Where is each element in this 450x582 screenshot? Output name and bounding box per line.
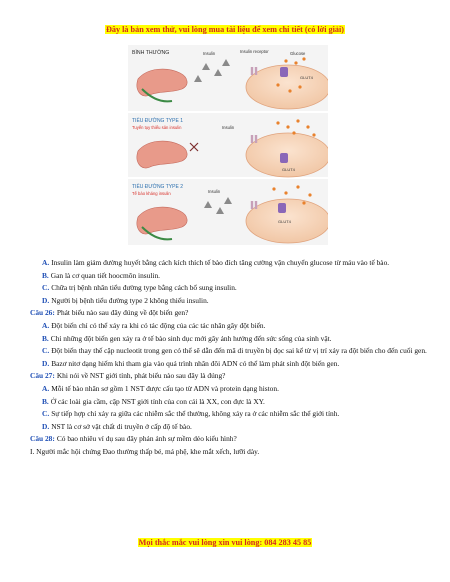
glucose-dot: [294, 61, 297, 64]
option-letter: A.: [42, 320, 50, 330]
glut4-label: GLUT4: [300, 75, 313, 80]
option-letter: D.: [42, 295, 50, 305]
panel-type2-title: TIỂU ĐƯỜNG TYPE 2: [132, 184, 183, 190]
option-text: Insulin làm giảm đường huyết bằng cách kích thích tế bào đích tăng cường vận chuyển glucose từ máu vào tế bào.: [51, 258, 390, 267]
panel-normal: [128, 45, 328, 111]
option-d: [42, 296, 428, 306]
glucose-dot: [308, 193, 311, 196]
option-letter: B.: [42, 333, 49, 343]
glucose-dot: [296, 185, 299, 188]
glut4-transporter: [280, 153, 288, 163]
option-letter: A.: [42, 258, 50, 267]
glucose-dot: [276, 121, 279, 124]
panel-type2: [128, 179, 328, 245]
glucose-dot: [272, 187, 275, 190]
question-27: [30, 371, 428, 381]
option-d: [42, 422, 428, 432]
question-number: Câu 26:: [30, 308, 55, 318]
option-a: [42, 384, 428, 394]
glucose-dot: [284, 59, 287, 62]
example-line: I. Người mắc hội chứng Đao thường thấp bé, má phệ, khe mắt xếch, lưỡi dày.: [30, 446, 260, 456]
glut4-label: GLUT4: [282, 167, 295, 172]
panel-type2-subtitle: Tế bào kháng insulin: [132, 191, 171, 196]
panel-type1-title: TIỂU ĐƯỜNG TYPE 1: [132, 118, 183, 124]
glucose-dot: [296, 119, 299, 122]
insulin-label: Insulin: [203, 51, 216, 56]
option-text: Ở các loài gia cầm, cặp NST giới tính của con cái là XX, con đực là XY.: [50, 396, 265, 406]
preview-banner: [0, 25, 450, 34]
question-stem: Phát biểu nào sau đây đúng về đột biến gen?: [56, 308, 189, 318]
glucose-dot: [306, 125, 309, 128]
option-text: Chỉ những đột biến gen xảy ra ở tế bào sinh dục mới gây ảnh hưởng đến sức sống của sinh vật.: [50, 333, 332, 343]
option-text: Đột biến thay thế cặp nucleotit trong gen có thể sẽ dẫn đến mã di truyền bị đọc sai kể từ vị trí xảy ra đột biến cho đến cuối gen.: [51, 346, 427, 356]
question-number: Câu 27:: [30, 371, 55, 381]
option-letter: C.: [42, 283, 50, 293]
glucose-dot: [286, 125, 289, 128]
glut4-label: GLUT4: [278, 219, 291, 224]
glut4-transporter: [280, 67, 288, 77]
panel-normal-title: BÌNH THƯỜNG: [132, 50, 170, 56]
option-text: Chữa trị bệnh nhân tiểu đường type bằng cách bổ sung insulin.: [51, 283, 237, 293]
option-b: [42, 271, 428, 281]
option-text: NST là cơ sở vật chất di truyền ở cấp độ tế bào.: [51, 421, 192, 431]
option-text: Bazơ nitơ dạng hiếm khi tham gia vào quá trình nhân đôi ADN có thể làm phát sinh đột biến gen.: [51, 358, 340, 368]
glucose-dot: [276, 83, 279, 86]
panel-type1-subtitle: Tuyến tụy thiếu sản insulin: [132, 125, 182, 130]
option-a: [42, 321, 428, 331]
glucose-dot: [302, 57, 305, 60]
receptor-label: Insulin receptor: [240, 49, 269, 54]
insulin-diagram-svg: [128, 45, 328, 245]
option-letter: D.: [42, 421, 50, 431]
question-number: Câu 28:: [30, 434, 55, 444]
option-b: [42, 397, 428, 407]
option-text: Mỗi tế bào nhân sơ gồm 1 NST được cấu tạo từ ADN và protein dạng histon.: [51, 383, 279, 393]
option-text: Người bị bệnh tiểu đường type 2 không thiếu insulin.: [51, 295, 209, 305]
option-c: [42, 409, 428, 419]
glucose-dot: [288, 89, 291, 92]
question-stem: Khi nói về NST giới tính, phát biểu nào sau đây là đúng?: [56, 371, 226, 381]
glucose-dot: [292, 131, 295, 134]
insulin-label: Insulin: [208, 189, 221, 194]
panel-type1: [128, 113, 328, 177]
option-letter: C.: [42, 409, 50, 419]
insulin-label: Insulin: [222, 125, 235, 130]
question-stem: Có bao nhiêu ví dụ sau đây phản ánh sự mềm dẻo kiểu hình?: [56, 434, 237, 444]
option-c: [42, 346, 428, 356]
contact-banner-text: Mọi thắc mắc vui lòng xin vui lòng: 084 283 45 85: [138, 538, 312, 547]
option-letter: D.: [42, 358, 50, 368]
option-letter: B.: [42, 396, 49, 406]
glut4-transporter: [278, 203, 286, 213]
insulin-diagram: [128, 45, 328, 245]
option-text: Sự tiếp hợp chỉ xảy ra giữa các nhiễm sắc thể thường, không xảy ra ở các nhiễm sắc thể giới tính.: [51, 409, 340, 419]
contact-banner: [0, 538, 450, 547]
glucose-label: Glucose: [290, 51, 306, 56]
option-c: [42, 283, 428, 293]
glucose-dot: [312, 133, 315, 136]
glucose-dot: [284, 191, 287, 194]
option-text: Đột biến chỉ có thể xảy ra khi có tác động của các tác nhân gây đột biến.: [51, 320, 266, 330]
option-a: [42, 258, 428, 268]
option-letter: B.: [42, 270, 49, 280]
preview-banner-text: Đây là bản xem thử, vui lòng mua tài liệu để xem chi tiết (có lời giải): [105, 25, 344, 34]
option-b: [42, 334, 428, 344]
question-28: [30, 434, 428, 444]
glucose-dot: [298, 85, 301, 88]
option-letter: C.: [42, 346, 50, 356]
option-d: [42, 359, 428, 369]
option-text: Gan là cơ quan tiết hoocmôn insulin.: [50, 270, 160, 280]
glucose-dot: [302, 201, 305, 204]
option-letter: A.: [42, 383, 50, 393]
question-26: [30, 308, 428, 318]
question-text: [30, 258, 428, 460]
